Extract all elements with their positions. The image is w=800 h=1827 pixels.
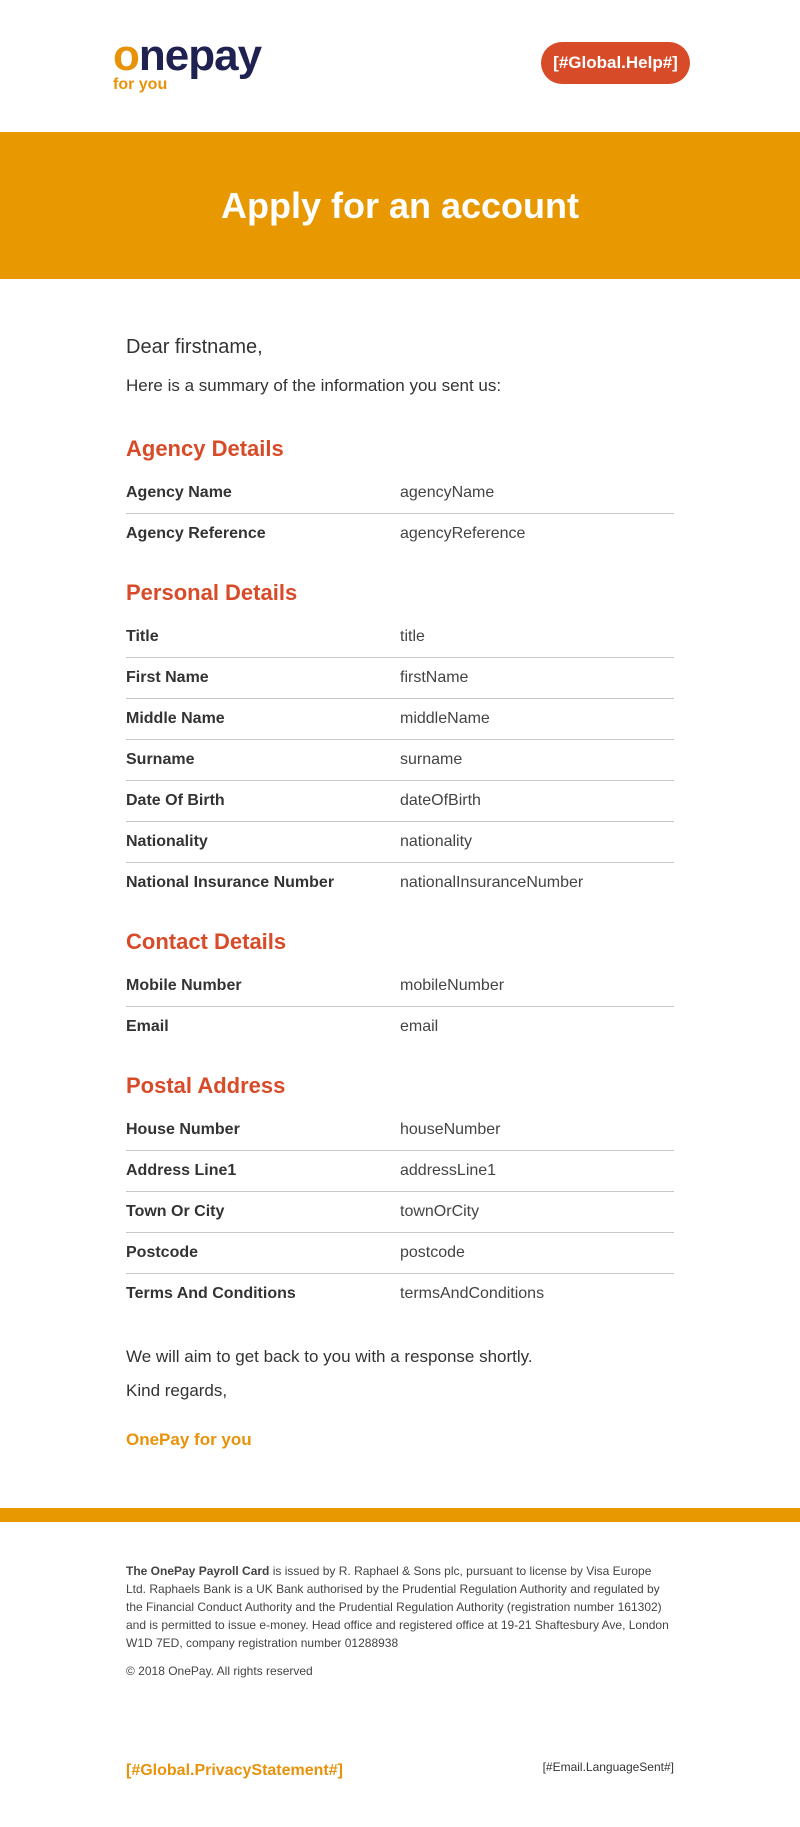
detail-value: dateOfBirth <box>400 792 481 809</box>
legal-product-name: The OnePay Payroll Card <box>126 1564 270 1578</box>
detail-row <box>126 1274 674 1314</box>
detail-row <box>126 1151 674 1192</box>
detail-value: termsAndConditions <box>400 1285 545 1302</box>
detail-value: firstName <box>400 669 469 686</box>
intro-text: Here is a summary of the information you sent us: <box>126 376 502 395</box>
detail-label: Email <box>126 1018 169 1035</box>
section-title-personal: Personal Details <box>126 580 298 605</box>
detail-value: title <box>400 628 425 645</box>
privacy-statement-link[interactable]: [#Global.PrivacyStatement#] <box>126 1762 343 1779</box>
detail-label: Title <box>126 628 159 645</box>
detail-value: email <box>400 1018 439 1035</box>
detail-label: Mobile Number <box>126 977 242 994</box>
section-title-agency: Agency Details <box>126 436 284 461</box>
detail-row <box>126 514 674 554</box>
detail-label: Postcode <box>126 1244 199 1261</box>
greeting: Dear firstname, <box>126 336 263 358</box>
language-sent-label: [#Email.LanguageSent#] <box>542 1760 674 1774</box>
detail-row <box>126 1110 674 1151</box>
detail-label: Nationality <box>126 833 208 850</box>
detail-value: agencyReference <box>400 525 526 542</box>
detail-label: Middle Name <box>126 710 225 727</box>
response-text: We will aim to get back to you with a response shortly. <box>126 1347 533 1366</box>
section-title-postal: Postal Address <box>126 1073 286 1098</box>
detail-label: Agency Reference <box>126 525 266 542</box>
detail-label: Terms And Conditions <box>126 1285 296 1302</box>
detail-value: townOrCity <box>400 1203 480 1220</box>
detail-value: nationality <box>400 833 473 850</box>
detail-row <box>126 617 674 658</box>
detail-row <box>126 473 674 514</box>
detail-label: House Number <box>126 1121 240 1138</box>
agency-details-table <box>126 473 674 554</box>
legal-text: is issued by R. Raphael & Sons plc, pursuant to license by Visa Europe Ltd. Raphaels Bank is a UK Bank authorised by the Prudential Regulation Authority and regulated by the Financial Conduct Authority and the Prudential Regulation Authority (registration number 161302) and is permitted to issue e-money. Head office and registered office at 19-21 Shaftesbury Ave, London W1D 7ED, company registration number 01288938 <box>126 1564 669 1650</box>
detail-value: postcode <box>400 1244 465 1261</box>
detail-row <box>126 822 674 863</box>
detail-row <box>126 699 674 740</box>
email-header <box>0 0 800 132</box>
detail-label: Date Of Birth <box>126 792 225 809</box>
postal-address-table <box>126 1110 674 1314</box>
detail-row <box>126 1192 674 1233</box>
detail-row <box>126 781 674 822</box>
page-title: Apply for an account <box>220 184 580 226</box>
copyright: © 2018 OnePay. All rights reserved <box>126 1664 313 1678</box>
detail-value: middleName <box>400 710 490 727</box>
logo-wordmark-rest: nepay <box>138 31 262 80</box>
detail-value: addressLine1 <box>400 1162 497 1179</box>
detail-label: Town Or City <box>126 1203 225 1220</box>
logo-wordmark: onepay <box>113 31 262 80</box>
footer-divider-bar <box>0 1508 800 1522</box>
detail-label: Address Line1 <box>126 1162 237 1179</box>
detail-label: Agency Name <box>126 484 232 501</box>
detail-label: Surname <box>126 751 195 768</box>
signoff: OnePay for you <box>126 1430 252 1449</box>
legal-text-block <box>126 1562 674 1652</box>
detail-value: surname <box>400 751 463 768</box>
section-title-contact: Contact Details <box>126 929 287 954</box>
logo-tagline: for you <box>113 76 168 93</box>
detail-label: First Name <box>126 669 209 686</box>
detail-value: agencyName <box>400 484 495 501</box>
personal-details-table <box>126 617 674 903</box>
detail-label: National Insurance Number <box>126 874 335 891</box>
onepay-logo[interactable] <box>113 31 262 94</box>
detail-value: nationalInsuranceNumber <box>400 874 584 891</box>
legal-disclaimer <box>0 1562 800 1680</box>
detail-row <box>126 658 674 699</box>
help-button[interactable]: [#Global.Help#] <box>541 42 690 84</box>
contact-details-table <box>126 966 674 1047</box>
detail-row <box>126 966 674 1007</box>
footer-links <box>126 1756 674 1780</box>
kind-regards: Kind regards, <box>126 1381 228 1400</box>
detail-row <box>126 740 674 781</box>
detail-value: mobileNumber <box>400 977 505 994</box>
email-body <box>0 335 800 1450</box>
detail-value: houseNumber <box>400 1121 501 1138</box>
detail-row <box>126 1233 674 1274</box>
title-banner <box>0 132 800 279</box>
detail-row <box>126 863 674 903</box>
detail-row <box>126 1007 674 1047</box>
